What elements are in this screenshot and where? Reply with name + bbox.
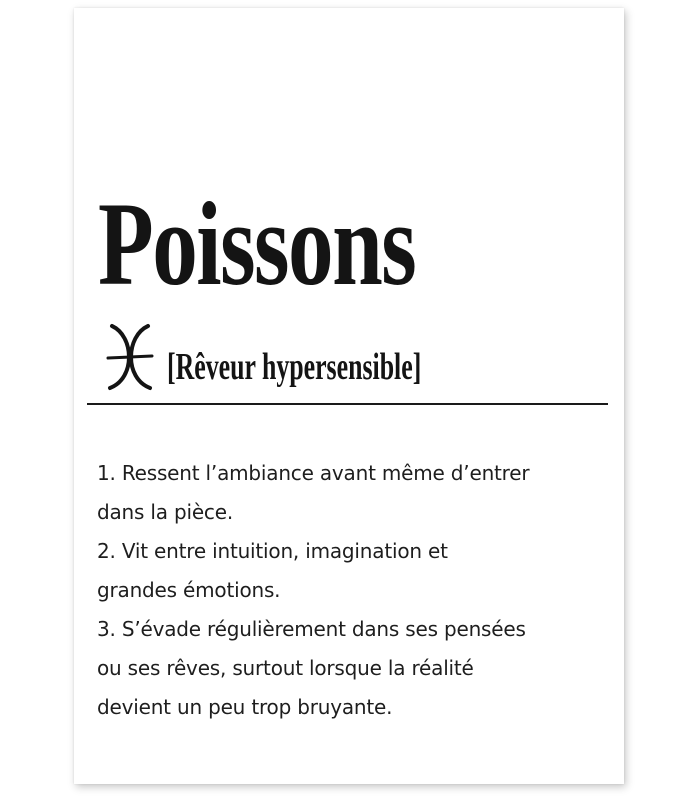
definition-3-line-2: ou ses rêves, surtout lorsque la réalité xyxy=(97,656,474,680)
definition-1-line-2: dans la pièce. xyxy=(97,500,233,524)
definition-poster xyxy=(74,8,624,784)
definition-3-line-3: devient un peu trop bruyante. xyxy=(97,695,393,719)
poster-subtitle: [Rêveur hypersensible] xyxy=(167,346,422,388)
definition-1-line-1: 1. Ressent l’ambiance avant même d’entrer xyxy=(97,461,530,485)
poster-title: Poissons xyxy=(98,177,416,310)
definition-list xyxy=(97,454,617,727)
definition-3-line-1: 3. S’évade régulièrement dans ses pensées xyxy=(97,617,526,641)
divider-line xyxy=(87,403,608,405)
definition-2-line-2: grandes émotions. xyxy=(97,578,281,602)
pisces-symbol-icon xyxy=(104,322,154,392)
definition-2-line-1: 2. Vit entre intuition, imagination et xyxy=(97,539,448,563)
